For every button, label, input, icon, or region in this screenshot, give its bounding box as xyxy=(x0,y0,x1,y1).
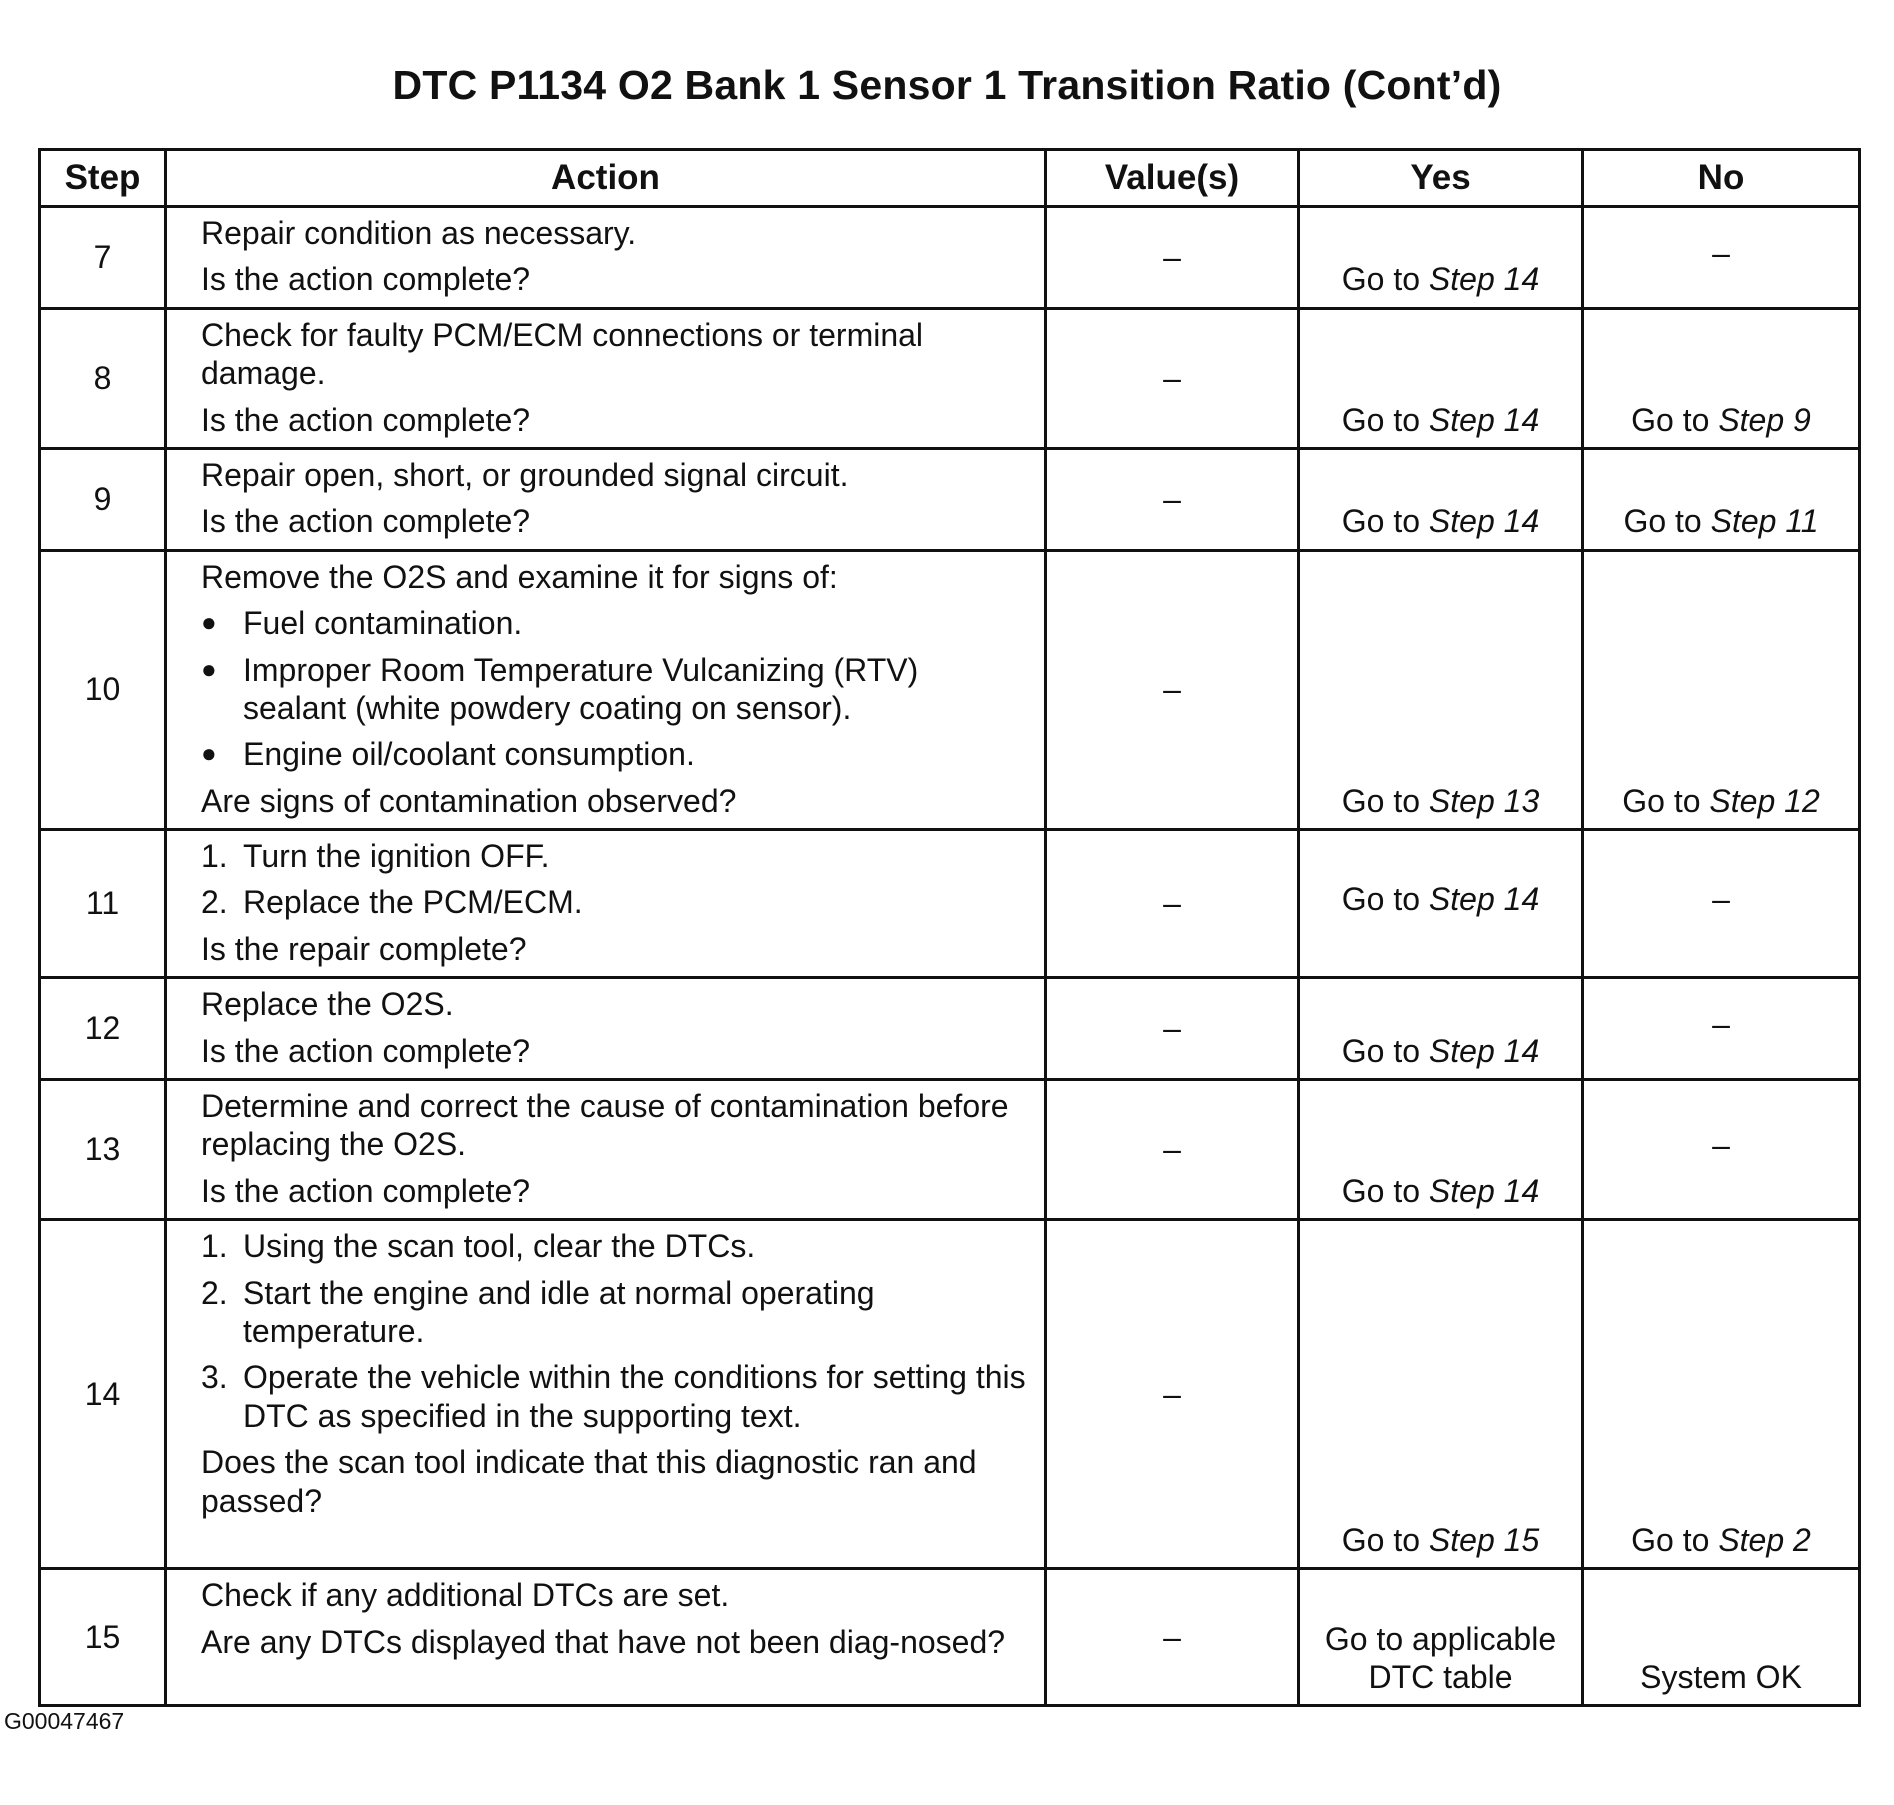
action-question: Is the action complete? xyxy=(201,1172,531,1209)
table-row xyxy=(40,308,1860,448)
numbered-item: 1. Turn the ignition OFF. xyxy=(201,838,550,875)
no-cell: – xyxy=(1583,1080,1860,1220)
yes-cell: Go to applicable DTC table xyxy=(1299,1569,1583,1706)
yes-cell xyxy=(1299,550,1583,829)
no-cell: – xyxy=(1583,978,1860,1080)
col-header-action: Action xyxy=(166,150,1046,207)
goto-step: Step 11 xyxy=(1710,503,1819,540)
table-row xyxy=(40,830,1860,978)
value-cell: – xyxy=(1046,1080,1299,1220)
action-cell xyxy=(166,550,1046,829)
value-cell: – xyxy=(1046,978,1299,1080)
goto-step: Step 15 xyxy=(1428,1521,1540,1558)
action-text: Repair open, short, or grounded signal circuit. xyxy=(201,456,849,493)
goto-prefix: Go to xyxy=(1341,880,1429,917)
goto-step: Step 9 xyxy=(1718,401,1811,438)
bullet-icon: ● xyxy=(201,738,217,769)
bullet-icon: ● xyxy=(201,653,217,684)
table-row xyxy=(40,978,1860,1080)
bullet-icon: ● xyxy=(201,607,217,638)
goto-prefix: Go to xyxy=(1631,401,1719,438)
action-question: Are any DTCs displayed that have not been diag-nosed? xyxy=(201,1623,1006,1660)
goto-prefix: Go to xyxy=(1341,261,1429,298)
action-text: Remove the O2S and examine it for signs of: xyxy=(201,558,838,595)
action-question: Is the action complete? xyxy=(201,261,531,298)
yes-cell xyxy=(1299,448,1583,550)
table-row xyxy=(40,550,1860,829)
no-cell xyxy=(1583,448,1860,550)
table-row xyxy=(40,207,1860,309)
bullet-item: ● Engine oil/coolant consumption. xyxy=(201,736,695,773)
yes-cell xyxy=(1299,1080,1583,1220)
value-cell: – xyxy=(1046,830,1299,978)
goto-step: Step 14 xyxy=(1428,1032,1540,1069)
numbered-item: 3. Operate the vehicle within the conditions for setting this DTC as specified in the supporting text. xyxy=(201,1359,1026,1434)
bullet-item: ● Improper Room Temperature Vulcanizing (RTV) sealant (white powdery coating on sensor). xyxy=(201,651,919,726)
goto-prefix: Go to xyxy=(1341,1032,1429,1069)
page-title: DTC P1134 O2 Bank 1 Sensor 1 Transition Ratio (Cont’d) xyxy=(392,62,1502,108)
goto-prefix: Go to xyxy=(1622,782,1710,819)
no-cell: System OK xyxy=(1583,1569,1860,1706)
figure-code: G00047467 xyxy=(4,1708,125,1734)
goto-prefix: Go to xyxy=(1631,1521,1719,1558)
step-number: 9 xyxy=(40,448,166,550)
no-cell: – xyxy=(1583,830,1860,978)
yes-cell xyxy=(1299,1220,1583,1569)
step-number: 7 xyxy=(40,207,166,309)
value-cell: – xyxy=(1046,448,1299,550)
action-text: Determine and correct the cause of contamination before replacing the O2S. xyxy=(201,1088,1009,1163)
no-cell xyxy=(1583,550,1860,829)
goto-step: Step 12 xyxy=(1709,782,1820,819)
goto-prefix: Go to xyxy=(1341,1521,1429,1558)
goto-step: Step 14 xyxy=(1428,401,1540,438)
action-cell xyxy=(166,1080,1046,1220)
yes-cell xyxy=(1299,207,1583,309)
no-cell xyxy=(1583,308,1860,448)
diagnostic-table xyxy=(38,148,1861,1707)
goto-step: Step 14 xyxy=(1428,261,1540,298)
action-cell xyxy=(166,308,1046,448)
goto-step: Step 14 xyxy=(1428,1172,1540,1209)
yes-cell xyxy=(1299,830,1583,978)
table-header-row xyxy=(40,150,1860,207)
table-row xyxy=(40,448,1860,550)
goto-step: Step 13 xyxy=(1428,782,1540,819)
yes-cell xyxy=(1299,308,1583,448)
goto-prefix: Go to xyxy=(1341,1172,1429,1209)
action-text: Repair condition as necessary. xyxy=(201,215,637,251)
goto-step: Step 14 xyxy=(1428,880,1540,917)
action-cell xyxy=(166,830,1046,978)
goto-prefix: Go to xyxy=(1341,401,1429,438)
action-question: Are signs of contamination observed? xyxy=(201,782,737,819)
value-cell: – xyxy=(1046,207,1299,309)
col-header-no: No xyxy=(1583,150,1860,207)
action-text: Replace the O2S. xyxy=(201,986,454,1023)
step-number: 8 xyxy=(40,308,166,448)
step-number: 12 xyxy=(40,978,166,1080)
action-cell xyxy=(166,448,1046,550)
goto-prefix: Go to xyxy=(1341,503,1429,540)
goto-step: Step 14 xyxy=(1428,503,1540,540)
numbered-item: 2. Start the engine and idle at normal operating temperature. xyxy=(201,1274,875,1349)
value-cell: – xyxy=(1046,1569,1299,1706)
action-cell xyxy=(166,1569,1046,1706)
no-cell: – xyxy=(1583,207,1860,309)
action-cell xyxy=(166,1220,1046,1569)
step-number: 15 xyxy=(40,1569,166,1706)
action-text: Check if any additional DTCs are set. xyxy=(201,1577,730,1614)
value-cell: – xyxy=(1046,1220,1299,1569)
col-header-step: Step xyxy=(40,150,166,207)
value-cell: – xyxy=(1046,550,1299,829)
step-number: 14 xyxy=(40,1220,166,1569)
action-question: Is the action complete? xyxy=(201,1032,531,1069)
step-number: 13 xyxy=(40,1080,166,1220)
goto-step: Step 2 xyxy=(1718,1521,1811,1558)
yes-cell xyxy=(1299,978,1583,1080)
goto-prefix: Go to xyxy=(1623,503,1711,540)
step-number: 10 xyxy=(40,550,166,829)
step-number: 11 xyxy=(40,830,166,978)
table-row xyxy=(40,1220,1860,1569)
action-text: Check for faulty PCM/ECM connections or terminal damage. xyxy=(201,316,924,392)
value-cell: – xyxy=(1046,308,1299,448)
bullet-item: ● Fuel contamination. xyxy=(201,605,523,642)
col-header-yes: Yes xyxy=(1299,150,1583,207)
action-cell xyxy=(166,207,1046,309)
numbered-item: 2. Replace the PCM/ECM. xyxy=(201,884,583,921)
col-header-values: Value(s) xyxy=(1046,150,1299,207)
action-question: Is the action complete? xyxy=(201,503,531,540)
goto-prefix: Go to xyxy=(1341,782,1429,819)
action-question: Is the repair complete? xyxy=(201,930,527,967)
action-question: Does the scan tool indicate that this diagnostic ran and passed? xyxy=(201,1444,977,1519)
no-cell xyxy=(1583,1220,1860,1569)
numbered-item: 1. Using the scan tool, clear the DTCs. xyxy=(201,1228,756,1265)
table-row xyxy=(40,1080,1860,1220)
action-cell xyxy=(166,978,1046,1080)
action-question: Is the action complete? xyxy=(201,401,531,438)
table-row xyxy=(40,1569,1860,1706)
